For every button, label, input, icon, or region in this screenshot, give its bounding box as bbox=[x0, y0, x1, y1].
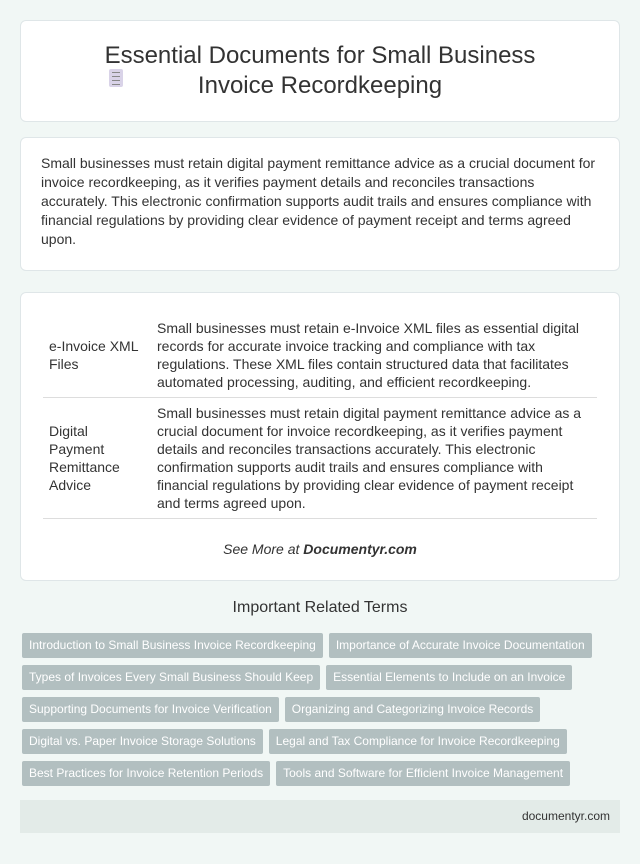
see-more-site[interactable]: Documentyr.com bbox=[303, 541, 417, 557]
description-cell: Small businesses must retain e-Invoice XML files as essential digital records for accurate invoice tracking and compliance with tax regulations. These XML files contain structured data that facilitates automated processing, auditing, and efficient recordkeeping. bbox=[151, 313, 597, 398]
related-term-tag[interactable]: Tools and Software for Efficient Invoice Management bbox=[276, 761, 570, 786]
related-term-tag[interactable]: Digital vs. Paper Invoice Storage Solutions bbox=[22, 729, 263, 754]
related-term-tag[interactable]: Introduction to Small Business Invoice Recordkeeping bbox=[22, 633, 323, 658]
footer-site[interactable]: documentyr.com bbox=[521, 809, 610, 823]
intro-card bbox=[20, 137, 620, 271]
related-term-tag[interactable]: Importance of Accurate Invoice Documentation bbox=[329, 633, 592, 658]
table-row bbox=[43, 313, 597, 398]
related-terms-list bbox=[22, 633, 622, 786]
documents-table bbox=[43, 313, 597, 519]
receipt-icon bbox=[109, 69, 123, 87]
header-card bbox=[20, 20, 620, 122]
related-term-tag[interactable]: Supporting Documents for Invoice Verification bbox=[22, 697, 279, 722]
related-term-tag[interactable]: Legal and Tax Compliance for Invoice Recordkeeping bbox=[269, 729, 567, 754]
related-terms-title: Important Related Terms bbox=[232, 599, 408, 616]
footer bbox=[20, 800, 620, 833]
see-more-link[interactable] bbox=[21, 541, 619, 557]
documents-table-card bbox=[20, 292, 620, 581]
term-cell: Digital Payment Remittance Advice bbox=[43, 398, 151, 519]
related-term-tag[interactable]: Essential Elements to Include on an Invoice bbox=[326, 665, 572, 690]
related-term-tag[interactable]: Types of Invoices Every Small Business Should Keep bbox=[22, 665, 320, 690]
term-cell: e-Invoice XML Files bbox=[43, 313, 151, 398]
table-row bbox=[43, 398, 597, 519]
page-title: Essential Documents for Small Business Invoice Recordkeeping bbox=[104, 42, 536, 99]
related-term-tag[interactable]: Best Practices for Invoice Retention Periods bbox=[22, 761, 270, 786]
see-more-prefix: See More at bbox=[223, 541, 304, 557]
description-cell: Small businesses must retain digital payment remittance advice as a crucial document for invoice recordkeeping, as it verifies payment details and reconciles transactions accurately. This electronic confirmation supports audit trails and ensures compliance with financial regulations by providing clear evidence of payment receipt and terms agreed upon. bbox=[151, 398, 597, 519]
related-term-tag[interactable]: Organizing and Categorizing Invoice Records bbox=[285, 697, 540, 722]
intro-text: Small businesses must retain digital payment remittance advice as a crucial document for invoice recordkeeping, as it verifies payment details and reconciles transactions accurately. This electronic confirmation supports audit trails and ensures compliance with financial regulations by providing clear evidence of payment receipt and terms agreed upon. bbox=[41, 155, 596, 247]
